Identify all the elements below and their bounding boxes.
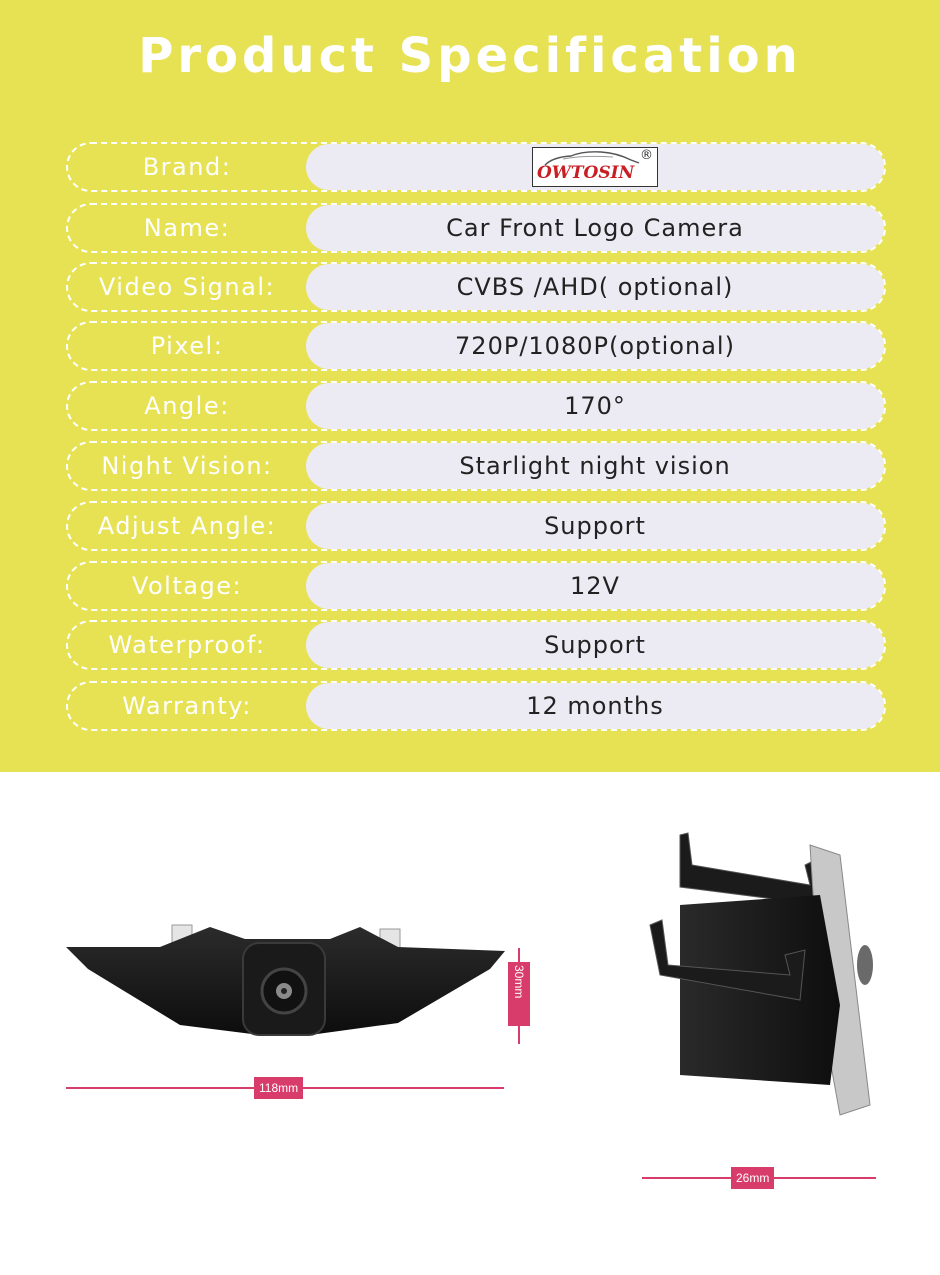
spec-label: Pixel: (150, 332, 224, 360)
spec-row-waterproof (66, 620, 886, 670)
spec-value: Starlight night vision (306, 443, 884, 489)
camera-side-view (640, 825, 900, 1125)
spec-row-adjust-angle (66, 501, 886, 551)
spec-row-night-vision (66, 441, 886, 491)
spec-value: 12 months (306, 683, 884, 729)
spec-value: Car Front Logo Camera (306, 205, 884, 251)
spec-row-voltage (66, 561, 886, 611)
spec-label: Warranty: (122, 692, 252, 720)
height-dimension: 30mm (508, 962, 530, 1026)
spec-row-video-signal (66, 262, 886, 312)
spec-row-pixel (66, 321, 886, 371)
camera-front-view (60, 915, 510, 1045)
spec-label: Adjust Angle: (97, 512, 277, 540)
depth-dimension: 26mm (731, 1167, 774, 1189)
registered-mark: ® (640, 148, 654, 163)
spec-label: Night Vision: (101, 452, 273, 480)
spec-row-name (66, 203, 886, 253)
spec-value: 170° (306, 383, 884, 429)
spec-label: Waterproof: (108, 631, 266, 659)
spec-value: 720P/1080P(optional) (306, 323, 884, 369)
spec-label: Name: (143, 214, 231, 242)
page-title: Product Specification (138, 28, 802, 84)
spec-value (306, 144, 884, 190)
spec-value: Support (306, 503, 884, 549)
spec-value: CVBS /AHD( optional) (306, 264, 884, 310)
brand-logo-text: OWTOSIN (537, 163, 635, 183)
spec-label: Video Signal: (98, 273, 276, 301)
spec-label: Angle: (144, 392, 230, 420)
spec-row-warranty (66, 681, 886, 731)
brand-logo (532, 147, 658, 187)
spec-value: 12V (306, 563, 884, 609)
spec-row-brand (66, 142, 886, 192)
width-dimension: 118mm (254, 1077, 303, 1099)
spec-label: Voltage: (131, 572, 243, 600)
spec-row-angle (66, 381, 886, 431)
spec-label: Brand: (142, 153, 232, 181)
spec-value: Support (306, 622, 884, 668)
